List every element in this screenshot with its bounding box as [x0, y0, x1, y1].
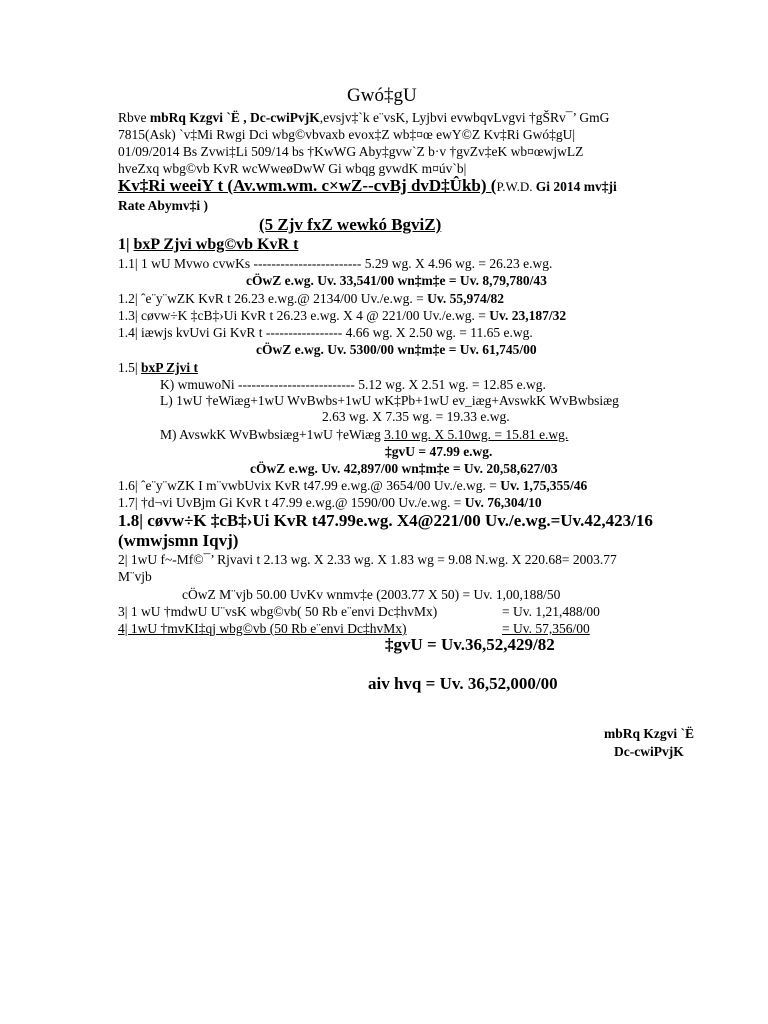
- item-2-total: cÖwZ M¨vjb 50.00 UvKv wnmv‡e (2003.77 X 50) = Uv. 1,00,188/50: [182, 587, 561, 602]
- item-4: 4| 1wU †mvKI‡qj wbg©vb (50 Rb e¨envi Dc‡hvMx) = Uv. 57,356/00: [118, 621, 590, 636]
- document-title: Gwó‡gU: [347, 85, 417, 106]
- item-1-8-cont: (wmwjsmn Iqvj): [118, 531, 239, 550]
- item-3: 3| 1 wU †mdwU U¨vsK wbg©vb( 50 Rb e¨envi Dc‡hvMx) = Uv. 1,21,488/00: [118, 604, 600, 619]
- section-1-heading: 1| bxP Zjvi wbg©vb KvR t: [118, 236, 299, 253]
- item-1-2: 1.2| ˆe¨y¨wZK KvR t 26.23 e.wg.@ 2134/00 Uv./e.wg. = Uv. 55,974/82: [118, 291, 504, 306]
- signature-name: mbRq Kzgvi `Ë: [604, 726, 695, 741]
- item-1-5-total: cÖwZ e.wg. Uv. 42,897/00 wn‡m‡e = Uv. 20,58,627/03: [250, 461, 558, 476]
- rounded-total: aiv hvq = Uv. 36,52,000/00: [368, 674, 558, 693]
- intro-line-1: Rbve mbRq Kzgvi `Ë , Dc-cwiPvjK,evsjv‡`k e¨vsK, Lyjbvi evwbqvLvgvi †gŠRv¯’ GmG: [118, 110, 610, 125]
- item-1-7: 1.7| †d¬vi UvBjm Gi KvR t 47.99 e.wg.@ 1590/00 Uv./e.wg. = Uv. 76,304/10: [118, 495, 542, 510]
- item-2-cont: M¨vjb: [118, 569, 152, 584]
- item-1-5: 1.5| bxP Zjvi t: [118, 360, 198, 375]
- item-1-4-total: cÖwZ e.wg. Uv. 5300/00 wn‡m‡e = Uv. 61,745/00: [256, 342, 537, 357]
- item-1-5-m: M) AvswkK WvBwbsiæg+1wU †eWiæg 3.10 wg. X 5.10wg. = 15.81 e.wg.: [160, 427, 569, 442]
- item-1-5-k: K) wmuwoNi -------------------------- 5.12 wg. X 2.51 wg. = 12.85 e.wg.: [160, 377, 546, 392]
- work-description-heading-cont: Rate Abymv‡i ): [118, 198, 208, 213]
- intro-line-3: 01/09/2014 Bs Zvwi‡Li 509/14 bs †KwWG Aby‡gvw`Z b·v †gvZv‡eK wb¤œwjwLZ: [118, 144, 584, 159]
- building-type-heading: (5 Zjv fxZ wewkó BgviZ): [259, 215, 442, 234]
- item-1-8: 1.8| cøvw÷K ‡cB‡›Ui KvR t47.99e.wg. X4@221/00 Uv./e.wg.=Uv.42,423/16: [118, 511, 653, 530]
- item-2: 2| 1wU f~-Mf©¯’ Rjvavi t 2.13 wg. X 2.33 wg. X 1.83 wg = 9.08 N.wg. X 220.68= 2003.77: [118, 552, 617, 567]
- intro-line-4: hveZxq wbg©vb KvR wcWweøDwW Gi wbqg gvwdK m¤úv`b|: [118, 161, 467, 176]
- item-1-1-total: cÖwZ e.wg. Uv. 33,541/00 wn‡m‡e = Uv. 8,79,780/43: [246, 273, 547, 288]
- intro-line-2: 7815(Ask) `v‡Mi Rwgi Dci wbg©vbvaxb evox‡Z wb‡¤œ ewY©Z Kv‡Ri Gwó‡gU|: [118, 127, 576, 142]
- signature-title: Dc-cwiPvjK: [614, 744, 684, 759]
- item-1-4: 1.4| iæwjs kvUvi Gi KvR t ----------------- 4.66 wg. X 2.50 wg. = 11.65 e.wg.: [118, 325, 533, 340]
- item-1-5-l-cont: 2.63 wg. X 7.35 wg. = 19.33 e.wg.: [322, 409, 510, 424]
- item-1-5-l: L) 1wU †eWiæg+1wU WvBwbs+1wU wK‡Pb+1wU ev_iæg+AvswkK WvBwbsiæg: [160, 393, 619, 408]
- item-1-6: 1.6| ˆe¨y¨wZK I m¨vwbUvix KvR t47.99 e.wg.@ 3654/00 Uv./e.wg. = Uv. 1,75,355/46: [118, 478, 588, 493]
- work-description-heading: Kv‡Ri weeiY t (Av.wm.wm. c×wZ--cvBj dvD‡Ûkb) (P.W.D. Gi 2014 mv‡ji: [118, 176, 617, 195]
- grand-total: ‡gvU = Uv.36,52,429/82: [385, 635, 555, 654]
- item-1-1: 1.1| 1 wU Mvwo cvwKs ------------------------ 5.29 wg. X 4.96 wg. = 26.23 e.wg.: [118, 256, 553, 271]
- item-1-5-sum: ‡gvU = 47.99 e.wg.: [385, 444, 493, 459]
- item-1-3: 1.3| cøvw÷K ‡cB‡›Ui KvR t 26.23 e.wg. X 4 @ 221/00 Uv./e.wg. = Uv. 23,187/32: [118, 308, 567, 323]
